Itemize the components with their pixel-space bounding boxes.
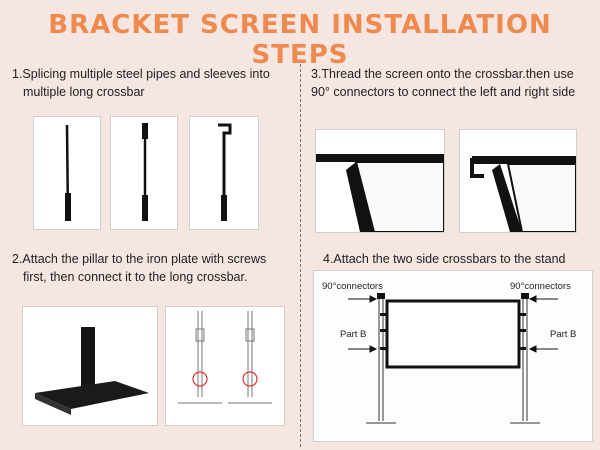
page-title: BRACKET SCREEN INSTALLATION STEPS	[48, 10, 552, 70]
step-2-text	[12, 250, 266, 286]
connectors-label-left: 90°connectors	[322, 281, 383, 292]
step-3-text	[311, 65, 575, 101]
step-4-line1: 4.Attach the two side crossbars to the stand	[323, 252, 566, 266]
step-3-line2: 90° connectors to connect the left and right side	[311, 85, 576, 99]
pipe-photo-2	[110, 116, 178, 230]
connectors-label-right: 90°connectors	[510, 281, 571, 292]
pillar-diagram	[165, 306, 285, 426]
part-b-label-right: Part B	[550, 329, 577, 340]
thread-photo-1	[315, 129, 445, 233]
step-3-line1: 3.Thread the screen onto the crossbar.then use	[311, 67, 574, 81]
pipe-photo-1	[33, 116, 101, 230]
step-4-text	[323, 250, 566, 268]
stand-diagram	[313, 270, 593, 442]
step-1-line1: 1.Splicing multiple steel pipes and sleeves into	[12, 67, 270, 81]
step-2-line2: first, then connect it to the long crossbar.	[23, 270, 248, 284]
thread-photo-2	[459, 129, 577, 233]
step-1-line2: multiple long crossbar	[23, 85, 145, 99]
base-plate-photo	[22, 306, 158, 426]
step-2-line1: 2.Attach the pillar to the iron plate with screws	[12, 252, 267, 266]
center-divider	[300, 64, 301, 447]
part-b-label-left: Part B	[340, 329, 367, 340]
pipe-photo-3	[189, 116, 259, 230]
step-1-text	[12, 65, 270, 101]
